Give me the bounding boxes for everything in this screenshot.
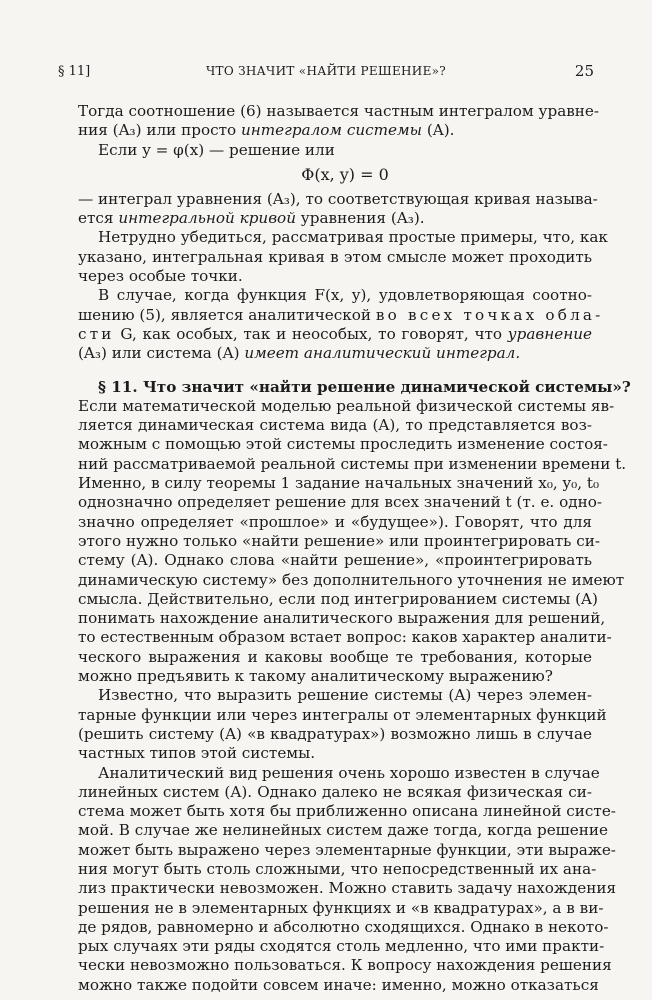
header-section-ref: § 11] [58,64,91,79]
text-line: Нетрудно убедиться, рассматривая простые примеры, что, как [98,228,608,247]
text-line: (A₃) или система (A) имеет аналитический интеграл. [78,344,521,363]
text-line: ляется динамическая система вида (A), то представляется воз- [78,416,592,435]
text-line: (решить систему (A) «в квадратурах») возможно лишь в случае [78,724,592,743]
text-line: стему (A). Однако слова «найти решение», «проинтегрировать [78,551,592,570]
text-line: линейных систем (A). Однако далеко не всякая физическая си- [78,782,592,801]
text-line: ческого выражения и каковы вообще те требования, которые [78,647,592,666]
text-line: лиз практически невозможен. Можно ставить задачу нахождения [78,879,617,898]
italic-term: интегралом системы [240,121,422,140]
text-line: понимать нахождение аналитического выражения для решений, [78,609,606,628]
text-line: де рядов, равномерно и абсолютно сходящихся. Однако в некото- [78,917,609,936]
spaced-emphasis: во всех точках обла- [375,305,604,324]
text-line: можно также подойти совсем иначе: именно, можно отказаться [78,975,599,994]
text-line: стема может быть хотя бы приближенно описана линейной систе- [78,802,616,821]
text-line: мой. В случае же нелинейных систем даже тогда, когда решение [78,821,609,840]
text-line: ний рассматриваемой реальной системы при изменении времени t. [78,454,627,473]
italic-term: уравнение [507,324,592,343]
text-line: можно предъявить к такому аналитическому выражению? [78,667,553,686]
text-line: значно определяет «прошлое» и «будущее»). Говорят, что для [78,512,592,531]
text-line: динамическую систему» без дополнительного уточнения не имеют [78,570,625,589]
text-line: рых случаях эти ряды сходятся столь медленно, что ими практи- [78,937,605,956]
text-line: — интеграл уравнения (A₃), то соответствующая кривая называ- [78,189,598,208]
text-line: Тогда соотношение (6) называется частным интегралом уравне- [78,102,600,120]
text-line: чески невозможно пользоваться. К вопросу нахождения решения [78,956,612,975]
text-line: то естественным образом встает вопрос: каков характер аналити- [78,628,612,647]
text-line: ется интегральной кривой уравнения (A₃). [78,209,425,228]
text-line: тарные функции или через интегралы от элементарных функций [78,705,607,724]
text-line: Если математической моделью реальной физической системы яв- [78,396,615,415]
text-line: В случае, когда функция F(x, y), удовлетворяющая соотно- [98,286,592,305]
text-line: указано, интегральная кривая в этом смысле может проходить [78,247,592,266]
text-line: через особые точки. [78,267,243,286]
text-line: Аналитический вид решения очень хорошо известен в случае [98,763,600,782]
italic-term: интегральной кривой [118,209,296,228]
text-line: можным с помощью этой системы проследить изменение состоя- [78,435,608,454]
text-line: ния (A₃) или просто интегралом системы (A). [78,121,455,140]
text-line: ния могут быть столь сложными, что непосредственный их ана- [78,859,597,878]
text-line: смысла. Действительно, если под интегрированием системы (A) [78,589,598,608]
paragraph [78,686,607,763]
page-number: 25 [574,62,594,80]
text-line: решения не в элементарных функциях и «в квадратурах», а в ви- [78,898,604,917]
text-line: Именно, в силу теоремы 1 задание начальных значений x₀, y₀, t₀ [78,474,600,493]
italic-term: имеет аналитический интеграл. [244,344,521,363]
text-line: Известно, что выразить решение системы (A) через элемен- [98,686,592,705]
page-body [78,102,631,995]
text-line: однозначно определяет решение для всех значений t (т. е. одно- [78,493,602,512]
display-equation: Φ(x, y) = 0 [301,164,389,184]
text-line: частных типов этой системы. [78,744,316,763]
paragraph [78,763,617,996]
text-line: Если y = φ(x) — решение или [98,140,335,159]
running-header [58,64,594,84]
section-11-paragraph [78,396,627,686]
text-line: шению (5), является аналитической во всех точках обла- [78,305,604,324]
section-heading: § 11. Что значит «найти решение динамической системы»? [98,377,631,396]
text-line: сти G, как особых, так и неособых, то говорят, что уравнение [78,324,592,343]
text-line: этого нужно только «найти решение» или проинтегрировать си- [78,531,601,550]
header-title: ЧТО ЗНАЧИТ «НАЙТИ РЕШЕНИЕ»? [205,64,446,78]
text-line: может быть выражено через элементарные функции, эти выраже- [78,840,616,859]
